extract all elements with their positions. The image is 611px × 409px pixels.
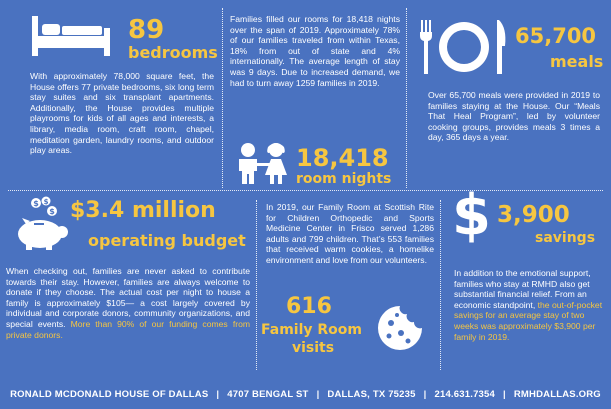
savings-label: savings: [535, 230, 596, 246]
savings-number: 3,900: [497, 202, 570, 228]
meals-number: 65,700: [515, 24, 597, 48]
svg-text:$: $: [49, 207, 55, 216]
savings-text-main: In addition to the emotional support, families who stay at RMHD also get substantial financial relief. From an economic standpoint,: [454, 268, 591, 310]
footer-address: 4707 BENGAL ST: [227, 389, 309, 400]
footer-separator: |: [503, 389, 506, 400]
footer: [0, 380, 611, 409]
bedrooms-text: With approximately 78,000 square feet, the House offers 77 private bedrooms, six long term stay suites and six transplant apartments. Additionally, the House provides multiple playrooms for kids of all ages and interests, a library, media room, craft room, chapel, meditation garden, laundry rooms, and outdoor play areas.: [30, 71, 214, 156]
divider: [440, 200, 441, 370]
bed-icon: [30, 14, 112, 63]
budget-number: $3.4 million: [70, 198, 216, 223]
budget-text: [6, 266, 250, 340]
family-room-label-line1: Family Room: [261, 322, 362, 338]
family-room-label-line2: visits: [292, 340, 335, 356]
meals-text: Over 65,700 meals were provided in 2019 to families staying at the House. Our “Meals That Heal Program”, led by volunteer cooking groups, provides meals 3 times a day, 365 days a year.: [428, 90, 600, 143]
plate-fork-knife-icon: [417, 18, 511, 81]
footer-phone: 214.631.7354: [434, 389, 495, 400]
budget-text-highlight: More than 90% of our funding comes from private donors.: [6, 318, 251, 340]
savings-text: [454, 268, 604, 342]
bedrooms-number: 89: [128, 15, 165, 45]
divider: [256, 200, 257, 370]
svg-text:$: $: [43, 198, 49, 206]
divider: [406, 8, 407, 188]
room-nights-number: 18,418: [296, 144, 389, 172]
divider: [8, 190, 603, 191]
room-nights-text: Families filled our rooms for 18,418 nights over the span of 2019. Approximately 78% of our families traveled from within Texas, 18% from out of state and 4% internationally. The average length of stay was 9 days. Due to increased demand, we had to turn away 1259 families in 2019.: [230, 14, 400, 88]
family-room-text: In 2019, our Family Room at Scottish Rite for Children Orthopedic and Sports Medicine Center in Frisco served 1,286 adults and 799 children. That’s 553 families that received warm cookies, a homelike environment and love from our volunteers.: [266, 202, 434, 265]
footer-separator: |: [216, 389, 220, 400]
meals-label: meals: [550, 52, 604, 71]
budget-label: operating budget: [88, 231, 246, 250]
footer-website-link[interactable]: RMHDALLAS.ORG: [513, 389, 601, 400]
children-icon: [232, 141, 294, 190]
footer-separator: |: [316, 389, 320, 400]
piggy-bank-icon: [12, 196, 72, 257]
footer-separator: |: [423, 389, 427, 400]
svg-text:$: $: [33, 199, 39, 208]
savings-text-highlight: the out-of-pocket savings for an average stay of two weeks was approximately $3,900 per family in 2019.: [454, 299, 603, 342]
family-room-number: 616: [286, 294, 332, 319]
room-nights-label: room nights: [296, 171, 392, 187]
footer-org: RONALD MCDONALD HOUSE OF DALLAS: [10, 389, 209, 400]
divider: [222, 8, 223, 188]
cookie-icon: [375, 303, 425, 358]
budget-text-main: When checking out, families are never asked to contribute towards their stay. However, families are always welcome to donate if they choose. The actual cost per night to house a family is approximately $105— a cost largely covered by individual and corporate donors, community organizations, and special events.: [6, 266, 250, 329]
footer-city: DALLAS, TX 75235: [327, 389, 416, 400]
dollar-sign-icon: $: [452, 183, 491, 248]
bedrooms-label: bedrooms: [128, 43, 218, 62]
